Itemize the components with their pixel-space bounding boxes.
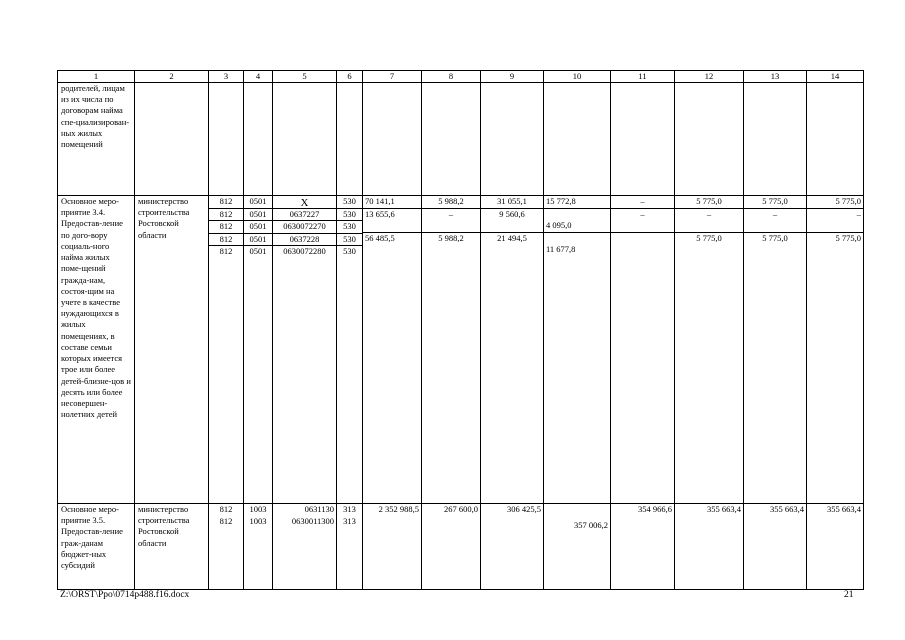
executor-cell: министерство строительства Ростовской области bbox=[135, 504, 209, 590]
amount-cell: 2 352 988,5 bbox=[363, 504, 422, 590]
executor-cell: министерство строительства Ростовской области bbox=[135, 196, 209, 504]
col-number: 7 bbox=[363, 71, 422, 83]
col-number: 8 bbox=[422, 71, 481, 83]
col-number: 12 bbox=[675, 71, 744, 83]
col-number: 11 bbox=[611, 71, 675, 83]
amount-cell: 355 663,4 bbox=[807, 504, 864, 590]
col-number: 1 bbox=[58, 71, 135, 83]
amount-cell: 355 663,4 bbox=[744, 504, 807, 590]
amount-cell: 306 425,5 bbox=[481, 504, 544, 590]
amount-cell: 267 600,0 bbox=[422, 504, 481, 590]
col-number: 4 bbox=[244, 71, 273, 83]
budget-table bbox=[57, 70, 864, 590]
amount-cell: 355 663,4 bbox=[675, 504, 744, 590]
measure-name-cell: Основное меро-приятие 3.5. Предостав-ление граж-данам бюджет-ных субсидий bbox=[58, 504, 135, 590]
section-code-cell: 0501 0501 0501 0501 0501 bbox=[244, 196, 273, 504]
file-path: Z:\ORST\Ppo\0714p488.f16.docx bbox=[60, 590, 190, 600]
amount-cell: 357 006,2 bbox=[544, 504, 611, 590]
col-number: 10 bbox=[544, 71, 611, 83]
target-code-cell: Х 0637227 0630072270 0637228 0630072280 bbox=[273, 196, 337, 504]
expense-type-cell: 313 313 bbox=[337, 504, 363, 590]
amount-cell: – – bbox=[611, 196, 675, 504]
col-number: 14 bbox=[807, 71, 864, 83]
amount-cell: 354 966,6 bbox=[611, 504, 675, 590]
measure-name-cell: родителей, лицам из их числа по договорам найма спе-циализирован-ных жилых помещений bbox=[58, 83, 135, 196]
target-code-cell: 0631130 0630011300 bbox=[273, 504, 337, 590]
page-number: 21 bbox=[844, 590, 854, 600]
col-number: 6 bbox=[337, 71, 363, 83]
amount-cell: 5 988,2 – 5 988,2 bbox=[422, 196, 481, 504]
expense-type-cell: 530 530 530 530 530 bbox=[337, 196, 363, 504]
amount-cell: 5 775,0 – 5 775,0 bbox=[807, 196, 864, 504]
ministry-code-cell: 812 812 bbox=[209, 504, 244, 590]
amount-cell: 31 055,1 9 560,6 21 494,5 bbox=[481, 196, 544, 504]
measure-name-cell: Основное меро-приятие 3.4. Предостав-ление по дого-вору социаль-ного найма жилых поме-щений гражда-нам, состоя-щим на учете в качестве нуждающихся в жилых помещениях, в составе семьи которых имеется трое или более детей-близне-цов и десять или более несовершен-нолетних детей bbox=[58, 196, 135, 504]
amount-cell: 5 775,0 – 5 775,0 bbox=[675, 196, 744, 504]
amount-cell: 15 772,8 4 095,0 11 677,8 bbox=[544, 196, 611, 504]
col-number: 5 bbox=[273, 71, 337, 83]
amount-cell: 70 141,1 13 655,6 56 485,5 bbox=[363, 196, 422, 504]
col-number: 13 bbox=[744, 71, 807, 83]
col-number: 2 bbox=[135, 71, 209, 83]
table-row bbox=[58, 504, 864, 590]
column-number-row bbox=[58, 71, 864, 83]
ministry-code-cell: 812 812 812 812 812 bbox=[209, 196, 244, 504]
section-code-cell: 1003 1003 bbox=[244, 504, 273, 590]
col-number: 9 bbox=[481, 71, 544, 83]
table-row bbox=[58, 83, 864, 196]
table-row bbox=[58, 196, 864, 504]
col-number: 3 bbox=[209, 71, 244, 83]
amount-cell: 5 775,0 – 5 775,0 bbox=[744, 196, 807, 504]
